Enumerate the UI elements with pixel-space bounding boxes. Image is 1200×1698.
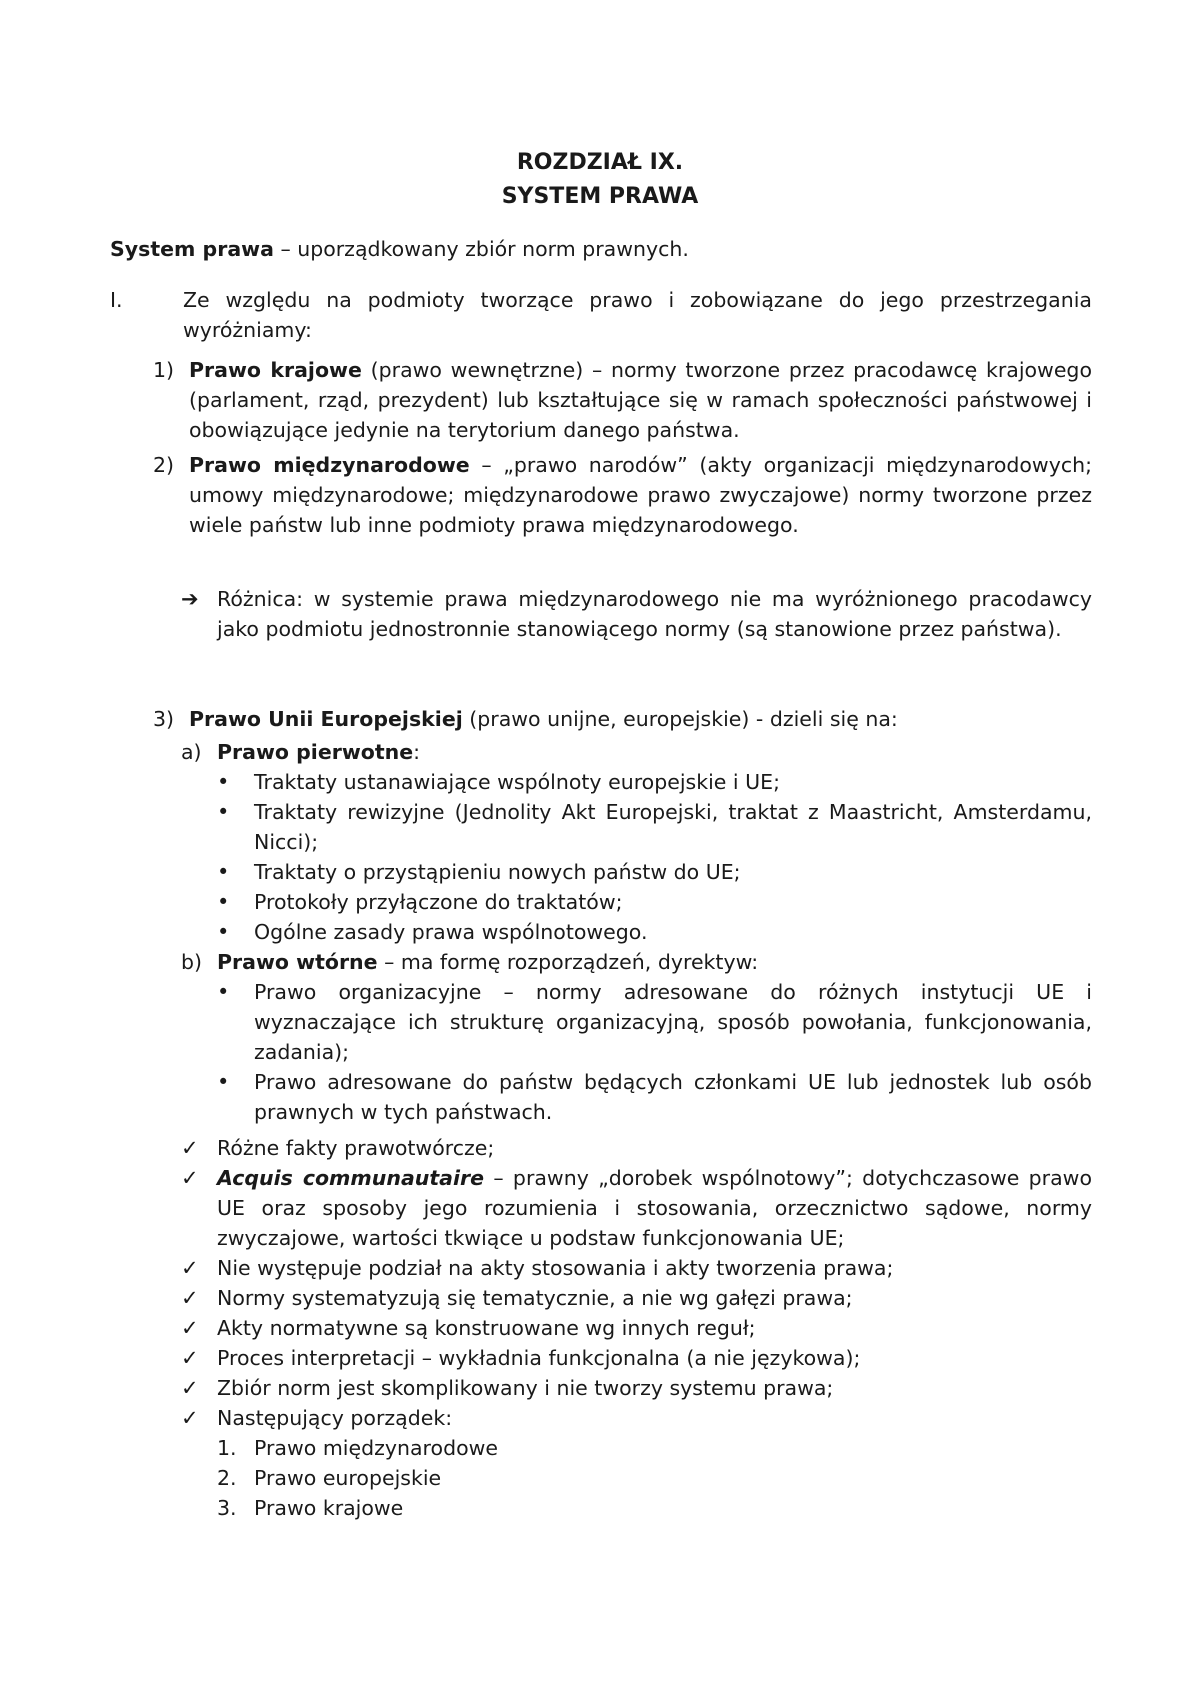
check-icon: ✓ — [181, 1346, 199, 1370]
acquis-text: – prawny „dorobek wspólnotowy”; dotychczasowe prawo UE oraz sposoby jego rozumienia i stosowania, orzecznictwo sądowe, normy zwyczajowe, wartości tkwiące u podstaw funkcjonowania UE; — [217, 1166, 1092, 1250]
item-number: 2) — [153, 453, 175, 477]
sub-letter: a) — [181, 740, 202, 764]
item-text: – „prawo narodów” (akty organizacji międzynarodowych; umowy międzynarodowe; międzynarodowe prawo zwyczajowe) normy tworzone przez wiele państw lub inne podmioty prawa międzynarodowego. — [189, 453, 1092, 537]
item-term: Prawo międzynarodowe — [189, 453, 470, 477]
acquis-term: Acquis communautaire — [217, 1166, 485, 1190]
bullet-icon: • — [217, 800, 230, 824]
check-icon: ✓ — [181, 1376, 199, 1400]
item-text: (prawo wewnętrzne) – normy tworzone przez pracodawcę krajowego (parlament, rząd, prezydent) lub kształtujące się w ramach społeczności państwowej i obowiązujące jedynie na terytorium danego państwa. — [189, 358, 1092, 442]
secondary-law-heading — [217, 948, 1092, 978]
bullet-icon: • — [217, 920, 230, 944]
difference-note: Różnica: w systemie prawa międzynarodowego nie ma wyróżnionego pracodawcy jako podmiotu jednostronnie stanowiącego normy (są stanowione przez państwa). — [217, 587, 1092, 641]
order-number: 2. — [217, 1466, 237, 1490]
item-term: Prawo Unii Europejskiej — [189, 707, 463, 731]
arrow-icon: ➔ — [181, 587, 199, 611]
check-item-acquis — [217, 1164, 1092, 1253]
item-international-law — [189, 451, 1092, 540]
primary-bullet: Traktaty rewizyjne (Jednolity Akt Europejski, traktat z Maastricht, Amsterdamu, Nicci); — [254, 800, 1092, 854]
section-intro: Ze względu na podmioty tworzące prawo i zobowiązane do jego przestrzegania wyróżniamy: — [183, 288, 1092, 342]
check-item: Zbiór norm jest skomplikowany i nie tworzy systemu prawa; — [217, 1376, 834, 1400]
definition-paragraph — [110, 235, 1092, 265]
item-eu-law — [189, 705, 1092, 735]
bullet-icon: • — [217, 980, 230, 1004]
check-icon: ✓ — [181, 1166, 199, 1190]
secondary-law-term: Prawo wtórne — [217, 950, 378, 974]
item-term: Prawo krajowe — [189, 358, 362, 382]
check-item: Nie występuje podział na akty stosowania i akty tworzenia prawa; — [217, 1256, 894, 1280]
order-item: Prawo krajowe — [254, 1496, 404, 1520]
primary-bullet: Traktaty o przystąpieniu nowych państw do UE; — [254, 860, 741, 884]
item-text: (prawo unijne, europejskie) - dzieli się na: — [462, 707, 898, 731]
check-icon: ✓ — [181, 1286, 199, 1310]
definition-text: – uporządkowany zbiór norm prawnych. — [273, 237, 689, 261]
check-item: Różne fakty prawotwórcze; — [217, 1136, 495, 1160]
primary-law-heading — [217, 738, 1092, 768]
check-icon: ✓ — [181, 1136, 199, 1160]
definition-term: System prawa — [110, 237, 274, 261]
check-icon: ✓ — [181, 1316, 199, 1340]
secondary-law-text: – ma formę rozporządzeń, dyrektyw: — [377, 950, 759, 974]
order-number: 1. — [217, 1436, 237, 1460]
bullet-icon: • — [217, 1070, 230, 1094]
item-number: 1) — [153, 358, 175, 382]
primary-law-term: Prawo pierwotne — [217, 740, 414, 764]
order-number: 3. — [217, 1496, 237, 1520]
bullet-icon: • — [217, 770, 230, 794]
secondary-bullet: Prawo adresowane do państw będących członkami UE lub jednostek lub osób prawnych w tych państwach. — [254, 1070, 1092, 1124]
chapter-subtitle: SYSTEM PRAWA — [501, 184, 699, 209]
check-item: Akty normatywne są konstruowane wg innych reguł; — [217, 1316, 756, 1340]
check-icon: ✓ — [181, 1256, 199, 1280]
check-icon: ✓ — [181, 1406, 199, 1430]
primary-law-suffix: : — [413, 740, 421, 764]
item-number: 3) — [153, 707, 175, 731]
chapter-title: ROZDZIAŁ IX. — [516, 150, 684, 175]
order-item: Prawo międzynarodowe — [254, 1436, 499, 1460]
primary-bullet: Ogólne zasady prawa wspólnotowego. — [254, 920, 648, 944]
sub-letter: b) — [181, 950, 203, 974]
bullet-icon: • — [217, 890, 230, 914]
primary-bullet: Protokoły przyłączone do traktatów; — [254, 890, 623, 914]
order-item: Prawo europejskie — [254, 1466, 442, 1490]
secondary-bullet: Prawo organizacyjne – normy adresowane do różnych instytucji UE i wyznaczające ich strukturę organizacyjną, sposób powołania, funkcjonowania, zadania); — [254, 980, 1092, 1064]
item-national-law — [189, 356, 1092, 445]
primary-bullet: Traktaty ustanawiające wspólnoty europejskie i UE; — [254, 770, 780, 794]
bullet-icon: • — [217, 860, 230, 884]
check-item: Proces interpretacji – wykładnia funkcjonalna (a nie językowa); — [217, 1346, 861, 1370]
section-numeral: I. — [110, 288, 123, 312]
check-item: Normy systematyzują się tematycznie, a nie wg gałęzi prawa; — [217, 1286, 853, 1310]
check-item: Następujący porządek: — [217, 1406, 453, 1430]
